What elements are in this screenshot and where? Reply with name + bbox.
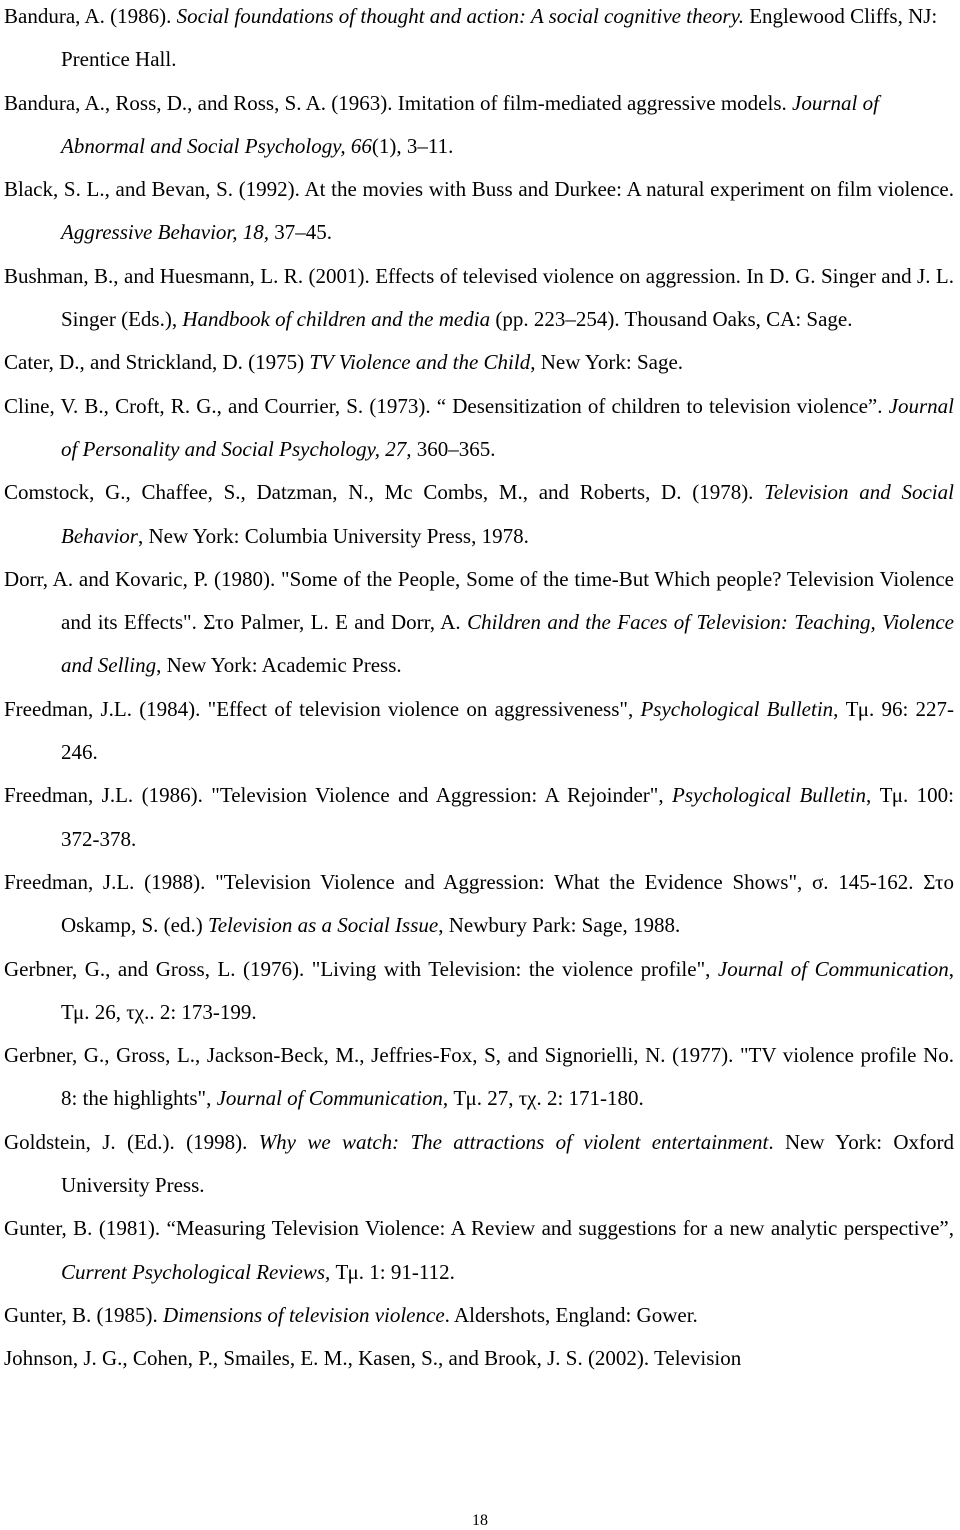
reference-text: Τμ. 1: 91-112. — [330, 1259, 455, 1284]
page-number: 18 — [472, 1512, 488, 1529]
reference-text: Goldstein, J. (Ed.). (1998). — [4, 1129, 259, 1154]
reference-text: Freedman, J.L. (1984). "Effect of television violence on aggressiveness", — [4, 696, 641, 721]
reference-italic-text: Children and the Faces of Television: Teaching, Violence and Selling — [61, 610, 954, 678]
reference-italic-text: Dimensions of television violence — [162, 1302, 445, 1327]
reference-text: , New York: Academic Press. — [156, 653, 402, 678]
reference-italic-text: Handbook of children and the media — [182, 307, 491, 332]
reference-italic-text: Journal of Communication — [216, 1086, 443, 1111]
reference-text: Bandura, A. (1986). — [4, 4, 177, 28]
reference-italic-text: Why we watch: The attractions of violent entertainment — [258, 1129, 769, 1154]
reference-text: , New York: Columbia University Press, 1978. — [137, 523, 529, 548]
reference-entry — [4, 255, 954, 342]
reference-text: , Τμ. 26, τχ.. 2: 173-199. — [61, 956, 954, 1024]
reference-text: , Τμ. 100: 372-378. — [61, 783, 954, 851]
reference-entry — [4, 1337, 954, 1380]
reference-text: Cater, D., and Strickland, D. (1975) — [4, 350, 310, 375]
reference-italic-text: Aggressive Behavior, 18, — [61, 220, 270, 245]
reference-italic-text: Journal of Abnormal and Social Psychology, 66 — [61, 90, 879, 158]
reference-text: Gerbner, G., and Gross, L. (1976). "Living with Television: the violence profile", — [4, 956, 718, 981]
reference-italic-text: Current Psychological Reviews, — [61, 1259, 331, 1284]
reference-entry — [4, 0, 954, 82]
reference-text: . New York: Oxford University Press. — [61, 1129, 955, 1198]
reference-entry — [4, 861, 954, 948]
reference-text: Dorr, A. and Kovaric, P. (1980). "Some of the People, Some of the time-But Which people? Television Violence and its Effects". Στο Palmer, L. E and Dorr, A. — [4, 566, 954, 635]
reference-entry — [4, 385, 954, 472]
reference-italic-text: Television as a Social Issue — [207, 913, 439, 938]
reference-italic-text: Psychological Bulletin — [672, 783, 866, 808]
reference-italic-text: Journal of Personality and Social Psychology, 27, — [61, 393, 954, 461]
reference-text: Black, S. L., and Bevan, S. (1992). At the movies with Buss and Durkee: A natural experiment on film violence. — [4, 177, 954, 202]
reference-entry — [4, 558, 954, 688]
reference-text: , Newbury Park: Sage, 1988. — [438, 913, 681, 938]
reference-text: , Τμ. 27, τχ. 2: 171-180. — [442, 1086, 644, 1111]
reference-text: Johnson, J. G., Cohen, P., Smailes, E. M., Kasen, S., and Brook, J. S. (2002). Television — [4, 1346, 742, 1371]
reference-italic-text: Journal of Communication — [717, 956, 949, 981]
reference-text: Cline, V. B., Croft, R. G., and Courrier, S. (1973). “ Desensitization of children to television violence”. — [4, 393, 889, 418]
reference-entry — [4, 168, 954, 255]
reference-text: Gunter, B. (1981). “Measuring Television Violence: A Review and suggestions for a new analytic perspective”, — [4, 1216, 954, 1241]
reference-text: (1), 3–11. — [371, 133, 454, 158]
reference-text: Gerbner, G., Gross, L., Jackson-Beck, M., Jeffries-Fox, S, and Signorielli, N. (1977). "TV violence profile No. 8: the highlights", — [4, 1043, 954, 1111]
reference-italic-text: Social foundations of thought and action: A social cognitive theory. — [176, 4, 744, 28]
reference-entry — [4, 82, 954, 169]
reference-text: . Aldershots, England: Gower. — [444, 1302, 698, 1327]
reference-italic-text: TV Violence and the Child — [309, 350, 531, 375]
reference-italic-text: Television and Social Behavior — [61, 480, 954, 548]
reference-entry — [4, 774, 954, 861]
reference-list — [4, 0, 954, 1381]
reference-text: , New York: Sage. — [530, 350, 684, 375]
reference-text: 360–365. — [411, 436, 496, 461]
reference-entry — [4, 341, 954, 384]
reference-text: Englewood Cliffs, NJ: Prentice Hall. — [61, 4, 938, 72]
reference-text: Gunter, B. (1985). — [4, 1302, 163, 1327]
reference-text: Freedman, J.L. (1988). "Television Violence and Aggression: What the Evidence Shows", σ. 145-162. Στο Oskamp, S. (ed.) — [4, 869, 954, 938]
reference-entry — [4, 1207, 954, 1294]
reference-italic-text: Psychological Bulletin — [640, 696, 834, 721]
reference-entry — [4, 1034, 954, 1121]
reference-text: Bushman, B., and Huesmann, L. R. (2001). Effects of televised violence on aggression. In D. G. Singer and J. L. Singer (Eds.), — [4, 263, 954, 332]
reference-text: , Τμ. 96: 227-246. — [61, 696, 955, 765]
reference-entry — [4, 688, 954, 775]
reference-text: 37–45. — [269, 220, 333, 245]
reference-entry — [4, 1121, 954, 1208]
reference-entry — [4, 948, 954, 1035]
reference-text: Freedman, J.L. (1986). "Television Violence and Aggression: A Rejoinder", — [4, 783, 673, 808]
reference-text: Comstock, G., Chaffee, S., Datzman, N., Mc Combs, M., and Roberts, D. (1978). — [4, 480, 765, 505]
reference-entry — [4, 1294, 954, 1337]
reference-text: (pp. 223–254). Thousand Oaks, CA: Sage. — [490, 307, 853, 332]
reference-entry — [4, 471, 954, 558]
reference-text: Bandura, A., Ross, D., and Ross, S. A. (1963). Imitation of film-mediated aggressive models. — [4, 90, 792, 115]
